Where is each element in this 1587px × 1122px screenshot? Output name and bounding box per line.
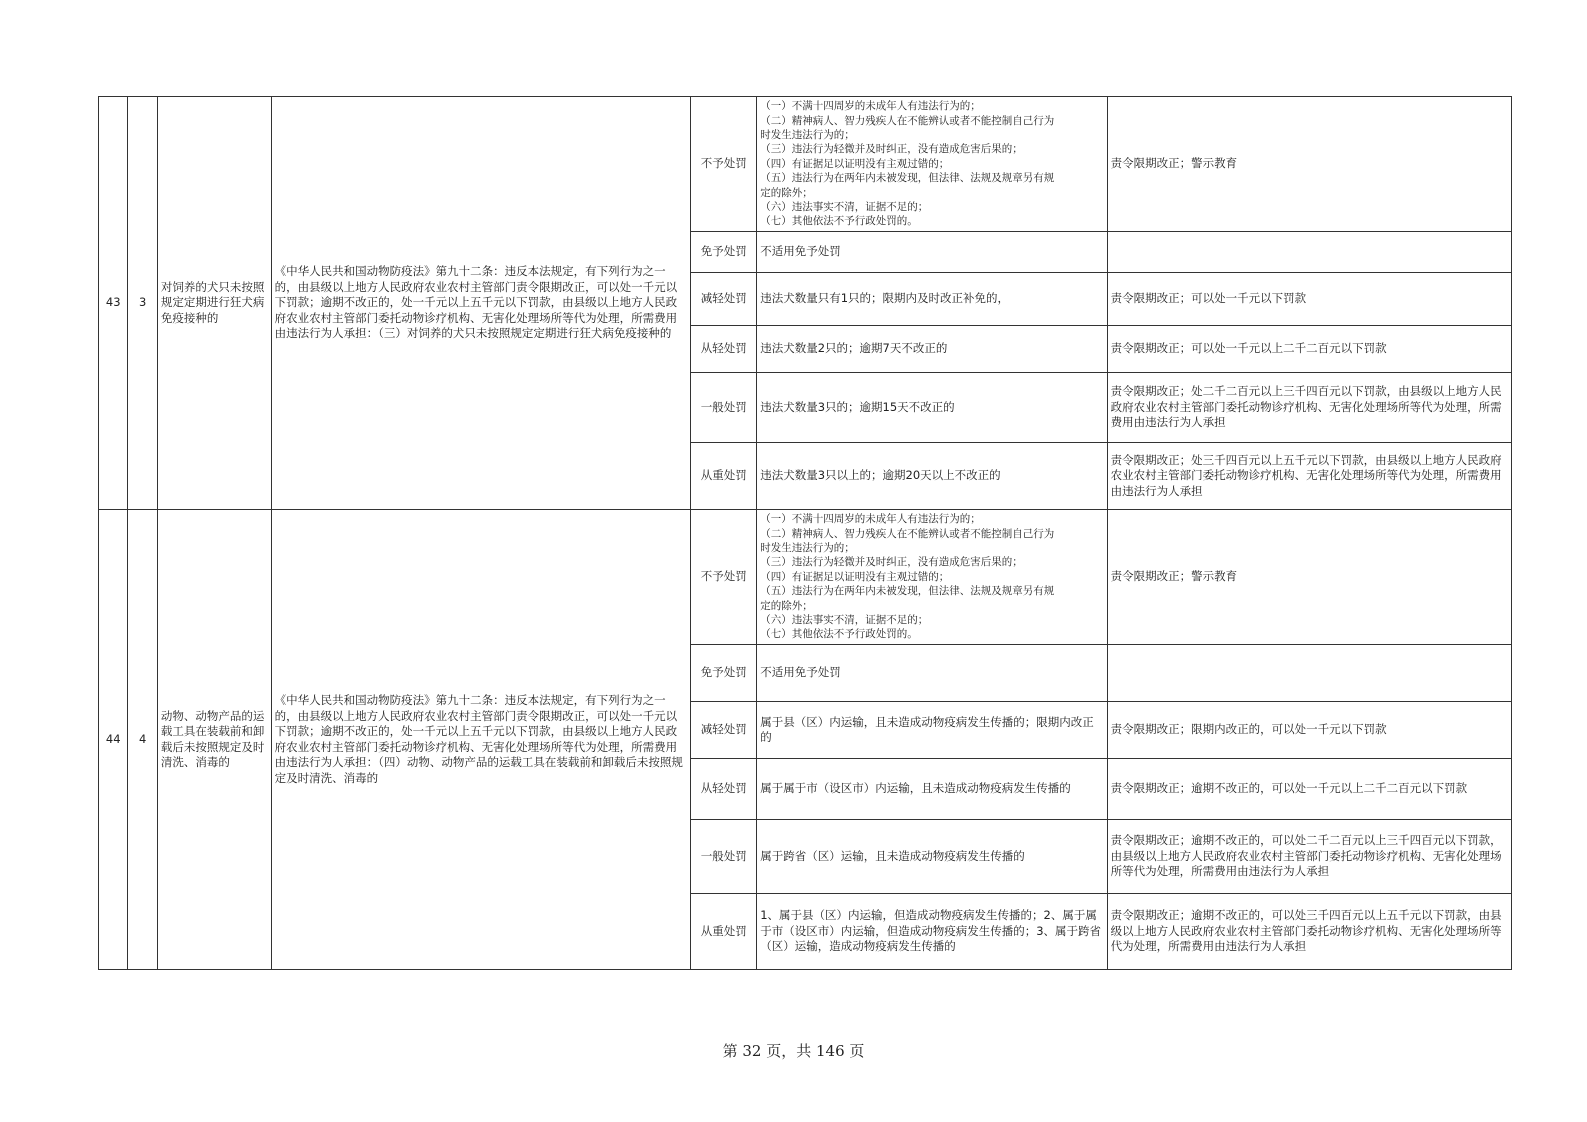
penalty-level: 从重处罚: [691, 443, 757, 510]
penalty-level: 减轻处罚: [691, 273, 757, 326]
penalty-level: 不予处罚: [691, 97, 757, 232]
serial-number: 43: [99, 97, 128, 510]
condition-line: 定的除外；: [760, 599, 813, 612]
penalty-standard: 责令限期改正；逾期不改正的，可以处一千元以上二千二百元以下罚款: [1107, 759, 1511, 820]
condition-line: 定的除外；: [760, 186, 813, 199]
penalty-conditions: [757, 97, 1107, 232]
penalty-standard: [1107, 232, 1511, 273]
penalty-standard: 责令限期改正；警示教育: [1107, 510, 1511, 645]
penalty-standard: 责令限期改正；可以处一千元以上二千二百元以下罚款: [1107, 326, 1511, 373]
condition-line: 时发生违法行为的；: [760, 541, 855, 554]
penalty-condition: 违法犬数量2只的；逾期7天不改正的: [757, 326, 1107, 373]
condition-line: （五）违法行为在两年内未被发现，但法律、法规及规章另有规: [760, 172, 1055, 185]
serial-number: 44: [99, 510, 128, 970]
sub-number: 4: [128, 510, 157, 970]
penalty-conditions: [757, 510, 1107, 645]
condition-line: （四）有证据足以证明没有主观过错的；: [760, 157, 950, 170]
condition-line: （二）精神病人、智力残疾人在不能辨认或者不能控制自己行为: [760, 114, 1055, 127]
penalty-standard: 责令限期改正；限期内改正的，可以处一千元以下罚款: [1107, 702, 1511, 759]
condition-line: （六）违法事实不清，证据不足的；: [760, 614, 929, 627]
condition-line: （五）违法行为在两年内未被发现，但法律、法规及规章另有规: [760, 585, 1055, 598]
penalty-level: 一般处罚: [691, 373, 757, 443]
penalty-level: 从重处罚: [691, 894, 757, 970]
penalty-condition: 属于属于市（设区市）内运输，且未造成动物疫病发生传播的: [757, 759, 1107, 820]
table-row: [99, 97, 1512, 232]
legal-basis: 《中华人民共和国动物防疫法》第九十二条：违反本法规定，有下列行为之一的，由县级以上地方人民政府农业农村主管部门责令限期改正，可以处一千元以下罚款；逾期不改正的，处一千元以上五千元以下罚款，由县级以上地方人民政府农业农村主管部门委托动物诊疗机构、无害化处理场所等代为处理，所需费用由违法行为人承担：（三）对饲养的犬只未按照规定定期进行狂犬病免疫接种的: [271, 97, 691, 510]
penalty-condition: 不适用免予处罚: [757, 645, 1107, 702]
penalty-condition: 违法犬数量只有1只的；限期内及时改正补免的，: [757, 273, 1107, 326]
penalty-condition: 违法犬数量3只的；逾期15天不改正的: [757, 373, 1107, 443]
penalty-standard: 责令限期改正；处二千二百元以上三千四百元以下罚款，由县级以上地方人民政府农业农村主管部门委托动物诊疗机构、无害化处理场所等代为处理，所需费用由违法行为人承担: [1107, 373, 1511, 443]
legal-basis: 《中华人民共和国动物防疫法》第九十二条：违反本法规定，有下列行为之一的，由县级以上地方人民政府农业农村主管部门责令限期改正，可以处一千元以下罚款；逾期不改正的，处一千元以上五千元以下罚款，由县级以上地方人民政府农业农村主管部门委托动物诊疗机构、无害化处理场所等代为处理，所需费用由违法行为人承担：（四）动物、动物产品的运载工具在装载前和卸载后未按照规定及时清洗、消毒的: [271, 510, 691, 970]
penalty-condition: 属于县（区）内运输，且未造成动物疫病发生传播的；限期内改正的: [757, 702, 1107, 759]
condition-line: （三）违法行为轻微并及时纠正，没有造成危害后果的；: [760, 556, 1023, 569]
penalty-standard: 责令限期改正；逾期不改正的，可以处三千四百元以上五千元以下罚款，由县级以上地方人民政府农业农村主管部门委托动物诊疗机构、无害化处理场所等代为处理，所需费用由违法行为人承担: [1107, 894, 1511, 970]
violation-item: 对饲养的犬只未按照规定定期进行狂犬病免疫接种的: [157, 97, 271, 510]
penalty-level: 减轻处罚: [691, 702, 757, 759]
penalty-level: 从轻处罚: [691, 759, 757, 820]
table-row: [99, 510, 1512, 645]
condition-line: （二）精神病人、智力残疾人在不能辨认或者不能控制自己行为: [760, 527, 1055, 540]
penalty-level: 从轻处罚: [691, 326, 757, 373]
condition-line: （一）不满十四周岁的未成年人有违法行为的；: [760, 100, 981, 113]
condition-line: （七）其他依法不予行政处罚的。: [760, 215, 918, 228]
condition-line: 时发生违法行为的；: [760, 128, 855, 141]
condition-line: （四）有证据足以证明没有主观过错的；: [760, 570, 950, 583]
penalty-condition: 1、属于县（区）内运输，但造成动物疫病发生传播的；2、属于属于市（设区市）内运输，但造成动物疫病发生传播的；3、属于跨省（区）运输，造成动物疫病发生传播的: [757, 894, 1107, 970]
condition-line: （一）不满十四周岁的未成年人有违法行为的；: [760, 513, 981, 526]
condition-line: （七）其他依法不予行政处罚的。: [760, 628, 918, 641]
violation-item: 动物、动物产品的运载工具在装载前和卸载后未按照规定及时清洗、消毒的: [157, 510, 271, 970]
penalty-discretion-table: [98, 96, 1512, 970]
penalty-level: 免予处罚: [691, 645, 757, 702]
penalty-level: 一般处罚: [691, 820, 757, 894]
penalty-level: 免予处罚: [691, 232, 757, 273]
penalty-standard: 责令限期改正；可以处一千元以下罚款: [1107, 273, 1511, 326]
condition-line: （三）违法行为轻微并及时纠正，没有造成危害后果的；: [760, 143, 1023, 156]
penalty-standard: 责令限期改正；处三千四百元以上五千元以下罚款，由县级以上地方人民政府农业农村主管部门委托动物诊疗机构、无害化处理场所等代为处理，所需费用由违法行为人承担: [1107, 443, 1511, 510]
penalty-standard: [1107, 645, 1511, 702]
penalty-standard: 责令限期改正；逾期不改正的，可以处二千二百元以上三千四百元以下罚款，由县级以上地方人民政府农业农村主管部门委托动物诊疗机构、无害化处理场所等代为处理，所需费用由违法行为人承担: [1107, 820, 1511, 894]
penalty-condition: 不适用免予处罚: [757, 232, 1107, 273]
penalty-condition: 违法犬数量3只以上的；逾期20天以上不改正的: [757, 443, 1107, 510]
penalty-condition: 属于跨省（区）运输，且未造成动物疫病发生传播的: [757, 820, 1107, 894]
penalty-standard: 责令限期改正；警示教育: [1107, 97, 1511, 232]
page-number: 第 32 页，共 146 页: [722, 1042, 865, 1060]
penalty-level: 不予处罚: [691, 510, 757, 645]
condition-line: （六）违法事实不清，证据不足的；: [760, 201, 929, 214]
sub-number: 3: [128, 97, 157, 510]
